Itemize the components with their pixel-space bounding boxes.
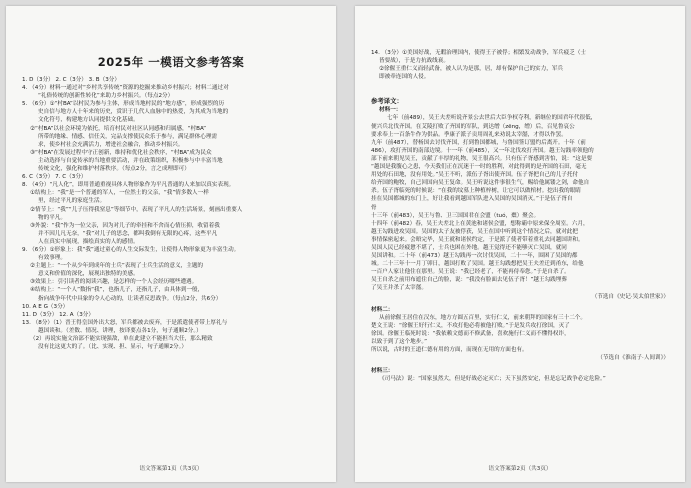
text-line: 用处的石田地，没有用处。”吴王不听，派伍子胥出使齐国。伍子胥把自己的儿子托付 [371,172,579,179]
text-line: 楚文王说：“徐偃王好行仁义，不攻打他必将被他打败。”于是发兵攻打徐国，灭了 [371,322,570,329]
text-line: 14. （3分）①美国好战，无暇治理国内，使得王子被俘；相繁发动战争，军兵疲乏（士 [371,50,587,56]
text-line: 部下前来朝见吴王，贡献了丰厚的礼物，吴王很高兴。只有伍子胥感到害怕，说：“这是要 [371,155,593,162]
text-line: 11. D（3分） 12. A（3分） [22,311,94,318]
text-line: 里，经过平凡的家庭生活。 [38,198,106,205]
text-line: ②“村BA”以社会环境为依托，培育村民对社区认同感和归属感，“村BA” [30,125,206,132]
page-title: 2025年 一模语文参考答案 [97,55,245,69]
text-line: 吴国讲和。二十年（前473）越王勾践再一次讨伐吴国，二十一年，围困了吴国的都 [371,253,578,260]
text-line: ③“村BA”在发展过程中守正创新，维持和优化社会秩序，“村BA”成为民众 [30,149,212,156]
text-line: （2）再说实施文治部不能实现强敌，单在此建立不能担当大任，那么精致 [30,336,213,342]
text-line: 了吴王并杀了太宰嚭。 [371,285,427,292]
text-line: 意义和价值的深化，展现出独特的美感。 [38,271,139,278]
text-line: 4. （4分）材料一通过对“乡村共享传统”资源的挖掘来推动乡村振兴；材料二通过对 [22,85,229,92]
text-line: 十三年（前483），吴王与鲁、卫三国国君在会盟（tuó，橐）聚会。 [371,212,540,219]
text-line: 事情保密起来。会晤完毕，吴王就和诸侯约定，于是派了使者带着重礼去同越国讲和。 [371,236,584,243]
text-line: 6. C（3分） 7. C（3分） [22,174,87,181]
text-line: 8. （4分）“凡人化”，即用普通重视具体人物形象作为平凡普通的人来加以真实表现。 [22,182,235,189]
reference-translation-heading: 参考译文： [371,97,403,106]
material-2-source: （节选自《淮南子·人间训》） [597,355,669,362]
answer-page-2 [355,6,685,482]
text-line: 所带的地缘、情感、信任关，完品支撑使民众乐于参与，满足群体心理需 [38,133,218,140]
text-line: 七年（前489），吴王夫差听说齐景公去世后大臣争权夺利，新继位的国君年代很低， [387,115,597,122]
answer-lines [22,76,320,351]
text-line: 城。二十三年十一月丁卯日，越国打败了吴国。越王勾践想把吴王夫差迁到甬东，给他 [371,261,584,268]
text-line: 即被牵连国的人侵。 [379,74,430,81]
text-line: ③外貌：“我”作为一位父亲，因为对儿子的牵挂和不舍而心情压抑，收留着我 [30,222,220,229]
answer-page-1 [6,6,336,482]
answer-lines-14 [371,49,669,81]
text-line: ①结构上：“我”是一个普通的军人，一位然士的父亲，“我”情多数人一样 [30,190,209,197]
text-line: 物的平凡。 [38,214,66,221]
text-line: 一百户人家让他住在那里。吴王说：“我已经老了，不能再侍奉您。”于是自杀了。 [371,269,570,276]
page-footer: 语文答案第2页（共3页） [488,466,552,472]
material-1-source: （节选自《史记·吴太伯世家》） [591,293,669,300]
text-line: 486），攻打齐国的南部边境。十一年（前485），又一年北伐攻打齐国。越王勾践率领他的 [371,147,594,154]
text-line: 给齐国的鲍牧，自己回国向吴王复命。吴王听说这件事很生气，赐给他属镂之剑，命他自 [371,180,590,187]
text-line: 13. （8分）（1）晋王得皇国外出大怒，军兵都被去废弃，于是派遣使者带上厚礼与 [22,319,228,326]
text-line: 所以说，古时的王道仁德有用的方面，而现在无用的方面也有。 [371,347,528,354]
text-line: ③效果上：引引读者的阅读兴趣，是怎样的一个人会经历哪些遭遇。 [30,279,198,286]
text-line: 以致于到了这个地步。” [371,339,428,345]
text-line: 求，使乡村社会充满活力，增进社会融合，推动乡村振兴。 [38,141,184,148]
text-line: 杀。伍子胥临死的时候说：“在我的坟墓上种植梓树，让它可以做棺材。挖出我的眼睛 [371,188,581,195]
text-line: 5. （6分）①“村BA”以村民为参与主体，形成当地村民的“地方感”，形成强烈的历 [22,101,225,108]
material-2-title: 材料二： [371,306,394,313]
text-line: 指向战争年代中具象的令人心动的，让读者反思战争。（每点2分，共6分） [38,295,222,302]
text-line: 越国谈和。（差数、情况、讲理，按译要点各1分，句子通顺2分。） [38,327,202,334]
text-line: 1. D（3分） 2. C（3分） 3. B（3分） [22,77,120,83]
text-line: 9. （6分）①形象上：我“我”通过童心的人生交际发生，让使得人物形象更为丰富生动。 [22,246,240,253]
text-line: 挂在吴国都城的东门上，好让我看到越国军队进入吴国的吴国消灭。”于是伍子胥自 [371,196,573,203]
text-line: “越国是我腹心之患，今天我们正在沉迷于一时的胜利，对此得到的是齐国的石田，毫无 [371,164,587,171]
text-line: 并不因儿凡无奈，“我”对儿子的思念，都叫我倒有无限的心疼，这些平凡 [38,230,218,237]
text-line: 九年（前487），替杨国去讨伐齐国，打到鲁国都城，与鲁国签订盟约后离开。十年（前 [371,139,586,146]
material-1-title: 材料一： [379,107,402,114]
text-line: ④结构上：“一个人”数指“我”，也指儿子，还指儿子，由具体到一般， [30,287,204,294]
text-line: 十四年（前482）春，吴王夫差北上在黄池和诸侯会盟，想称霸中原来保全周室。六月， [371,220,589,227]
text-line: 有效事理。 [38,255,66,262]
text-line: ②情节上：“我”“儿子压得我窒息”等细节中，表现了平凡人的生活场景，刻画出重要人 [30,206,243,213]
text-line: 吴国人民已经疲惫不堪了，士兵也困在外地。越王觉得还不能够灭亡吴国，就同 [371,244,567,251]
text-line: ②徐偃王重仁义而轻武备，被人认为是那，居，却有保护自己的实力，军兵 [379,66,564,73]
text-line: 从前徐偃王居住在汉东，地方方圆五百里，实行仁义，前来朝拜的国家有三十二个。 [379,314,586,321]
text-line: 史自信与地方人十年来的历史，赏识于几代人血脉中的热爱，为其成为当地的 [38,109,229,116]
material-3-text [371,375,669,383]
text-line: 便兴兵北伐齐国。在艾陵打败了齐国的军队，到达缯（zēng，缯）后，召见鲁哀公 [371,123,575,130]
text-line: 皆要战），于是力抗战线衰。 [379,58,449,65]
text-line: 《司马法》说：“国家虽然大，但是好战必定灭亡；天下虽然安定，但是忘记战争必定危险。” [379,376,606,383]
text-line: 吴王自杀之前用布遮住自己的脸，说：“我没有脸面去见伍子胥！”越王勾践埋葬 [371,277,567,284]
text-line: 要求奉上一百条牛作为供品。季康子派子贡用周礼来劝说太宰嚭，才得以作罢。 [371,131,567,138]
text-line: ②主题上：“一个从少年到成年的士兵”表现了士兵生活的意义，主题的 [30,263,204,270]
text-line: “礼俗传统的创新性转化”来助力乡村振兴。（每点2分） [38,93,174,100]
text-line: 越王勾践进攻吴国。吴国的太子友被俘获，吴王在国中听到这个情况之后，就对此把 [371,228,578,235]
text-line: 文化符号，构建地方认同提供文化基础。 [38,117,139,124]
text-line: 传统文化，强化和维护村落秩序。（每点2分，言之成理即可） [38,166,190,173]
page-footer: 语文答案第1页（共3页） [139,466,203,472]
material-3-title: 材料三： [371,368,394,375]
text-line: 主动选择与自觉传承的当地重要活动，并在政策组织，积极参与中丰富当地 [38,157,223,164]
material-1-text [371,114,669,292]
text-line: 10. A E G（3分） [22,303,69,310]
text-line: 骨 [371,204,377,211]
material-2-text [371,314,669,354]
text-line: 没有比这更大的了。（比、实现、担、显示，句子通顺2分。） [38,344,187,351]
text-line: 徐国。徐偃王临死时说：“我依赖文德而不修武备，喜欢施行仁义而不懂得权诈， [371,330,570,337]
text-line: 人在真实中展现，描绘真实的人的感情。 [38,238,139,245]
